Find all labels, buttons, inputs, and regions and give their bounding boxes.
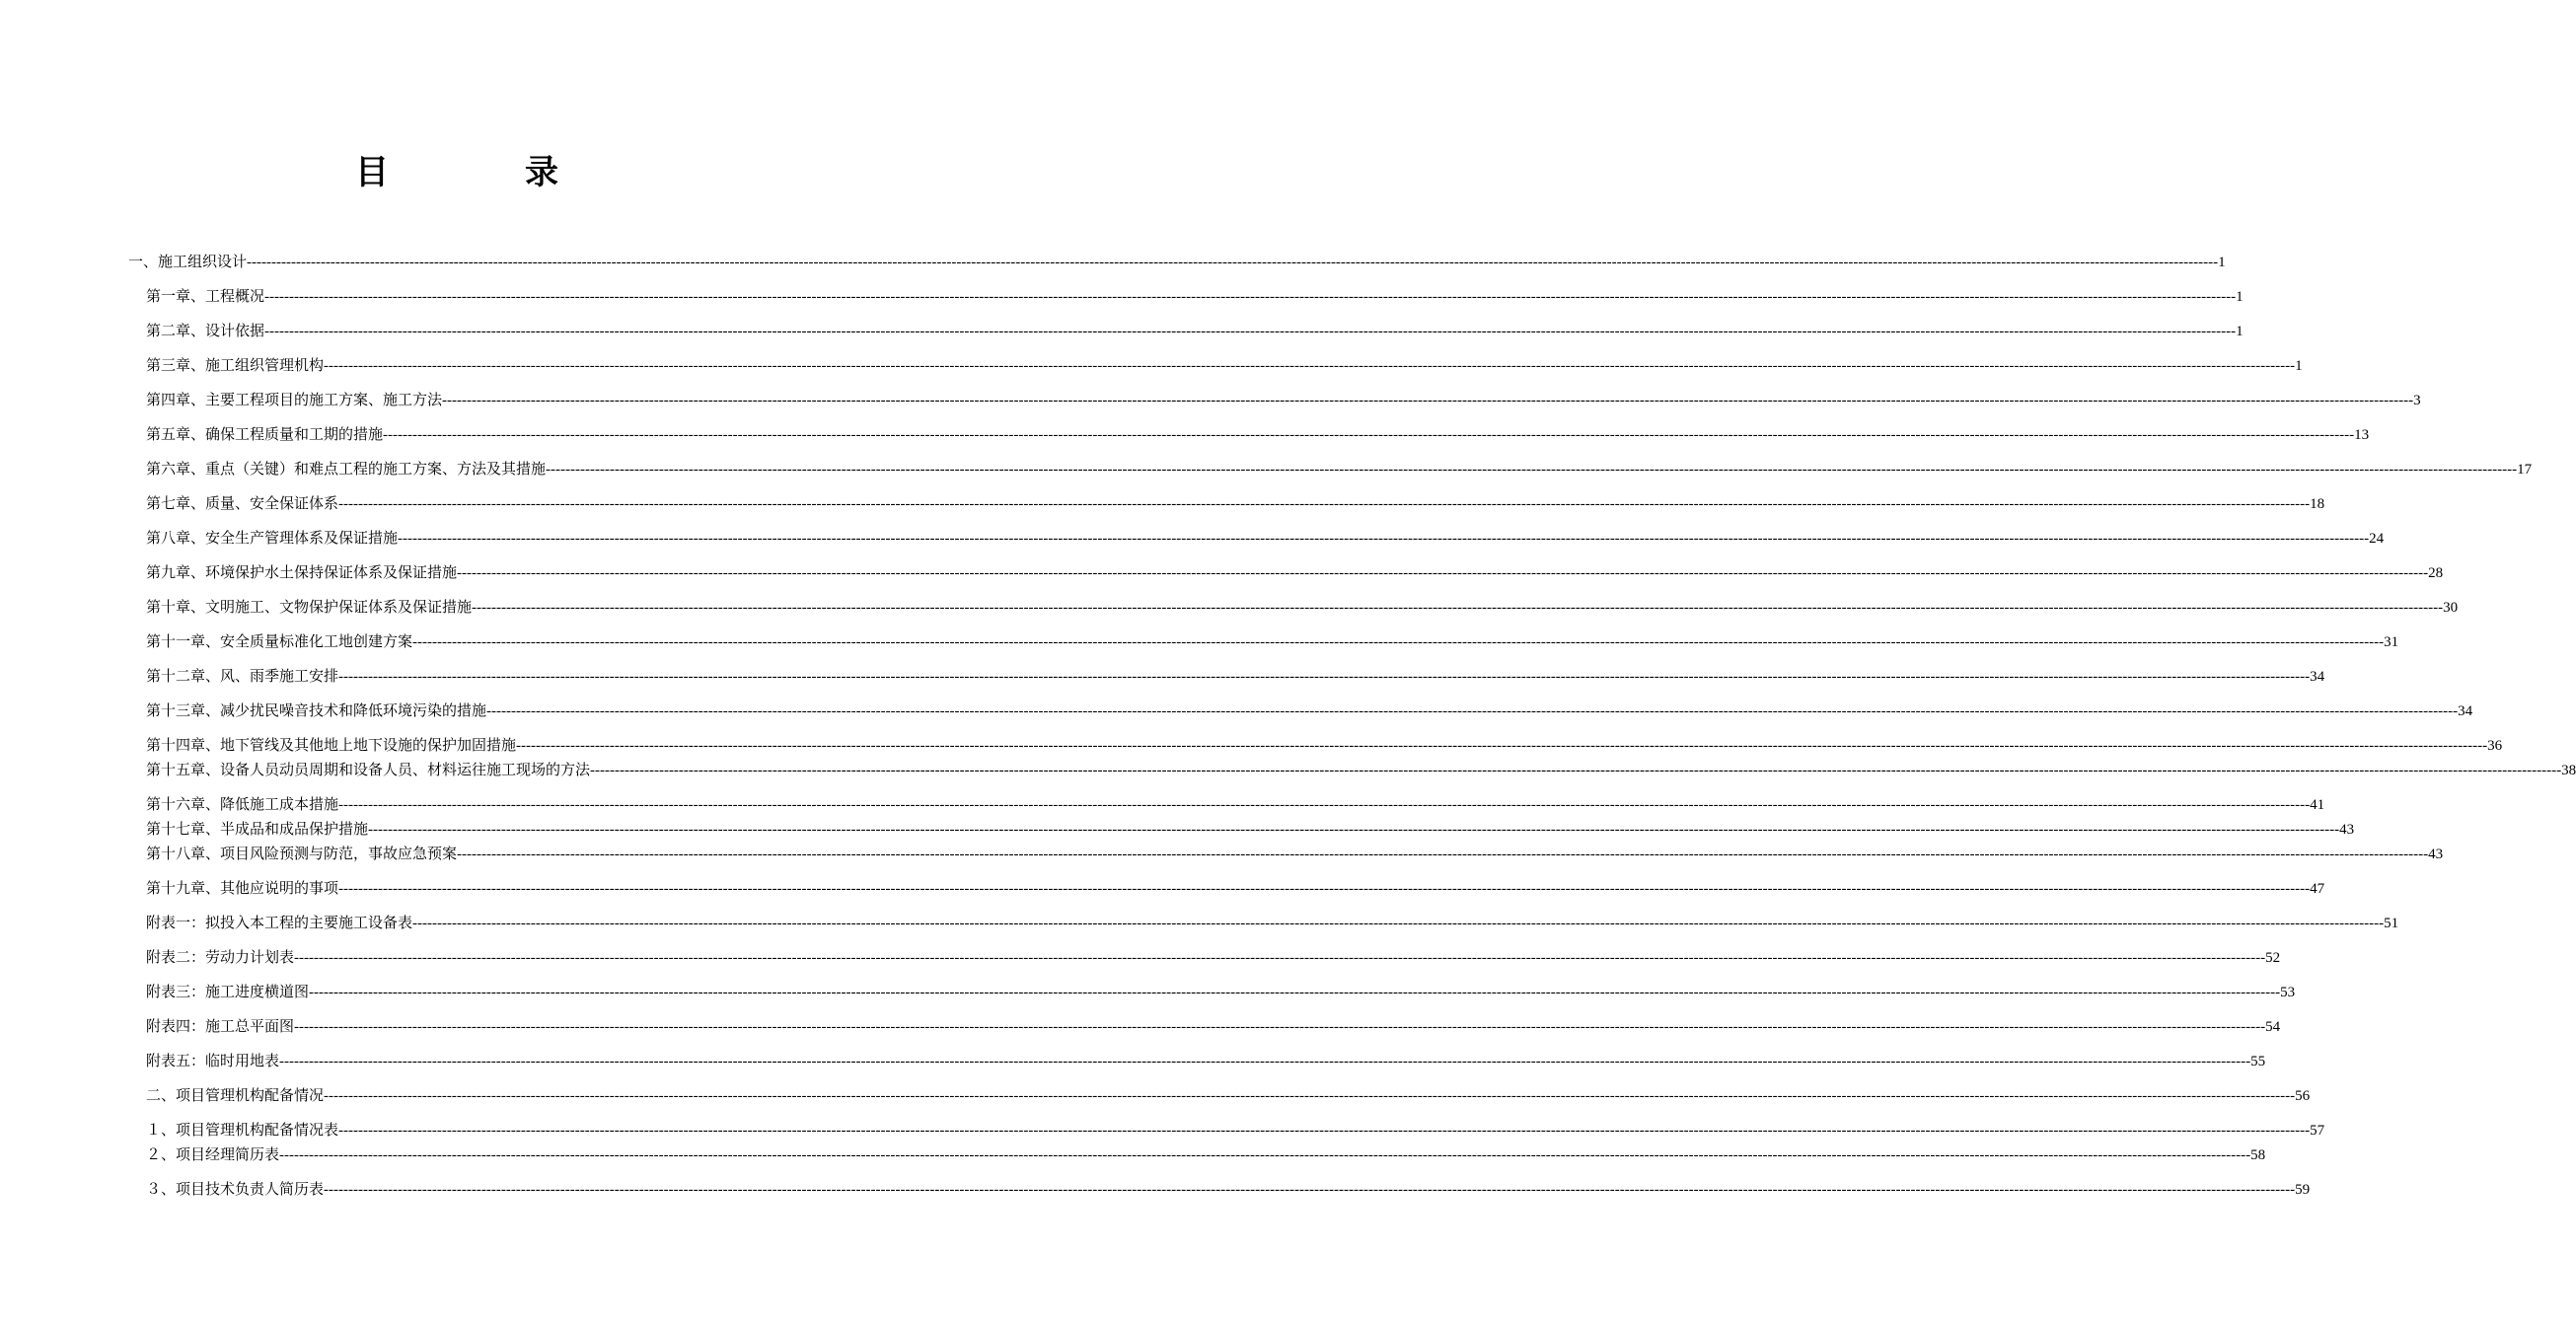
toc-entry-label: 第七章、质量、安全保证体系	[146, 494, 339, 512]
toc-leader-dashes: ----------------------------------------------------------------------------------------------------------------------------------------------------------------------------------------------------------------------------------------------------------------------------------------------------------------------------------------------------------------------------------------------------------------	[338, 1123, 2311, 1139]
toc-leader-dashes: ----------------------------------------------------------------------------------------------------------------------------------------------------------------------------------------------------------------------------------------------------------------------------------------------------------------------------------------------------------------------------------------------------------------	[324, 1088, 2296, 1104]
toc-leader-dashes: ----------------------------------------------------------------------------------------------------------------------------------------------------------------------------------------------------------------------------------------------------------------------------------------------------------------------------------------------------------------------------------------------------------------	[442, 393, 2414, 408]
toc-entry[interactable]	[146, 1179, 2311, 1199]
toc-leader-dashes: ----------------------------------------------------------------------------------------------------------------------------------------------------------------------------------------------------------------------------------------------------------------------------------------------------------------------------------------------------------------------------------------------------------------	[338, 669, 2311, 685]
toc-leader-dashes: ----------------------------------------------------------------------------------------------------------------------------------------------------------------------------------------------------------------------------------------------------------------------------------------------------------------------------------------------------------------------------------------------------------------	[264, 289, 2237, 305]
toc-entry-label: 第五章、确保工程质量和工期的措施	[146, 425, 384, 443]
toc-entry-page-number: 1	[2236, 324, 2244, 339]
toc-entry[interactable]	[146, 1016, 2281, 1036]
toc-entry[interactable]	[146, 424, 2370, 444]
toc-entry-page-number: 31	[2384, 634, 2399, 650]
toc-entry-label: 第十章、文明施工、文物保护保证体系及保证措施	[146, 598, 473, 616]
toc-entry-page-number: 34	[2458, 703, 2473, 719]
toc-entry-page-number: 43	[2428, 847, 2444, 862]
toc-entry-page-number: 36	[2487, 738, 2503, 754]
toc-entry[interactable]	[146, 562, 2444, 582]
toc-entry[interactable]	[146, 878, 2325, 898]
toc-entry-page-number: 1	[2236, 289, 2244, 305]
toc-entry-label: １、项目管理机构配备情况表	[146, 1121, 339, 1139]
toc-entry-label: 二、项目管理机构配备情况	[146, 1086, 325, 1104]
toc-leader-dashes: ----------------------------------------------------------------------------------------------------------------------------------------------------------------------------------------------------------------------------------------------------------------------------------------------------------------------------------------------------------------------------------------------------------------	[412, 634, 2385, 650]
toc-leader-dashes: ----------------------------------------------------------------------------------------------------------------------------------------------------------------------------------------------------------------------------------------------------------------------------------------------------------------------------------------------------------------------------------------------------------------	[294, 950, 2266, 966]
toc-leader-dashes: ----------------------------------------------------------------------------------------------------------------------------------------------------------------------------------------------------------------------------------------------------------------------------------------------------------------------------------------------------------------------------------------------------------------	[590, 763, 2562, 778]
toc-entry-page-number: 58	[2250, 1147, 2266, 1163]
toc-entry-page-number: 1	[2295, 358, 2303, 374]
toc-entry[interactable]	[146, 493, 2325, 513]
toc-entry-page-number: 18	[2310, 496, 2325, 512]
toc-leader-dashes: ----------------------------------------------------------------------------------------------------------------------------------------------------------------------------------------------------------------------------------------------------------------------------------------------------------------------------------------------------------------------------------------------------------------	[338, 496, 2311, 512]
toc-leader-dashes: ----------------------------------------------------------------------------------------------------------------------------------------------------------------------------------------------------------------------------------------------------------------------------------------------------------------------------------------------------------------------------------------------------------------	[383, 427, 2355, 443]
toc-entry[interactable]	[146, 1120, 2325, 1140]
toc-entry[interactable]	[146, 913, 2399, 932]
toc-entry-label: 第九章、环境保护水土保持保证体系及保证措施	[146, 563, 458, 581]
toc-leader-dashes: ----------------------------------------------------------------------------------------------------------------------------------------------------------------------------------------------------------------------------------------------------------------------------------------------------------------------------------------------------------------------------------------------------------------	[294, 1019, 2266, 1035]
toc-entry-page-number: 56	[2295, 1088, 2311, 1104]
toc-entry-label: 第八章、安全生产管理体系及保证措施	[146, 529, 399, 547]
toc-leader-dashes: ----------------------------------------------------------------------------------------------------------------------------------------------------------------------------------------------------------------------------------------------------------------------------------------------------------------------------------------------------------------------------------------------------------------	[309, 985, 2281, 1000]
toc-leader-dashes: ----------------------------------------------------------------------------------------------------------------------------------------------------------------------------------------------------------------------------------------------------------------------------------------------------------------------------------------------------------------------------------------------------------------	[412, 916, 2385, 931]
toc-leader-dashes: ----------------------------------------------------------------------------------------------------------------------------------------------------------------------------------------------------------------------------------------------------------------------------------------------------------------------------------------------------------------------------------------------------------------	[516, 738, 2488, 754]
toc-leader-dashes: ----------------------------------------------------------------------------------------------------------------------------------------------------------------------------------------------------------------------------------------------------------------------------------------------------------------------------------------------------------------------------------------------------------------	[546, 462, 2518, 478]
toc-entry-label: 第六章、重点（关键）和难点工程的施工方案、方法及其措施	[146, 460, 547, 478]
toc-entry-label: 第十九章、其他应说明的事项	[146, 879, 339, 897]
toc-entry[interactable]	[146, 760, 2576, 779]
toc-entry[interactable]	[146, 528, 2385, 548]
toc-entry[interactable]	[146, 631, 2399, 651]
toc-entry-page-number: 41	[2310, 797, 2325, 813]
toc-entry[interactable]	[128, 252, 2226, 271]
toc-entry-label: 第十七章、半成品和成品保护措施	[146, 820, 369, 838]
toc-entry-label: 第十二章、风、雨季施工安排	[146, 667, 339, 685]
toc-entry-label: 附表五：临时用地表	[146, 1052, 280, 1069]
toc-leader-dashes: ----------------------------------------------------------------------------------------------------------------------------------------------------------------------------------------------------------------------------------------------------------------------------------------------------------------------------------------------------------------------------------------------------------------	[247, 255, 2219, 270]
toc-leader-dashes: ----------------------------------------------------------------------------------------------------------------------------------------------------------------------------------------------------------------------------------------------------------------------------------------------------------------------------------------------------------------------------------------------------------------	[486, 703, 2459, 719]
toc-entry[interactable]	[146, 844, 2444, 863]
toc-entry[interactable]	[146, 390, 2421, 409]
toc-leader-dashes: ----------------------------------------------------------------------------------------------------------------------------------------------------------------------------------------------------------------------------------------------------------------------------------------------------------------------------------------------------------------------------------------------------------------	[324, 358, 2296, 374]
toc-entry-page-number: 59	[2295, 1182, 2311, 1198]
toc-leader-dashes: ----------------------------------------------------------------------------------------------------------------------------------------------------------------------------------------------------------------------------------------------------------------------------------------------------------------------------------------------------------------------------------------------------------------	[338, 797, 2311, 813]
toc-leader-dashes: ----------------------------------------------------------------------------------------------------------------------------------------------------------------------------------------------------------------------------------------------------------------------------------------------------------------------------------------------------------------------------------------------------------------	[398, 531, 2370, 547]
page-title: 目 录	[355, 153, 610, 192]
toc-entry-page-number: 30	[2443, 600, 2459, 616]
toc-leader-dashes: ----------------------------------------------------------------------------------------------------------------------------------------------------------------------------------------------------------------------------------------------------------------------------------------------------------------------------------------------------------------------------------------------------------------	[264, 324, 2237, 339]
toc-entry-label: 第四章、主要工程项目的施工方案、施工方法	[146, 391, 443, 408]
toc-entry-label: 附表一：拟投入本工程的主要施工设备表	[146, 914, 413, 931]
toc-leader-dashes: ----------------------------------------------------------------------------------------------------------------------------------------------------------------------------------------------------------------------------------------------------------------------------------------------------------------------------------------------------------------------------------------------------------------	[472, 600, 2444, 616]
toc-entry-page-number: 34	[2310, 669, 2325, 685]
toc-leader-dashes: ----------------------------------------------------------------------------------------------------------------------------------------------------------------------------------------------------------------------------------------------------------------------------------------------------------------------------------------------------------------------------------------------------------------	[338, 881, 2311, 897]
toc-entry-page-number: 51	[2384, 916, 2399, 931]
toc-entry-label: ３、项目技术负责人简历表	[146, 1180, 325, 1198]
toc-entry-page-number: 28	[2428, 565, 2444, 581]
toc-entry-page-number: 17	[2517, 462, 2533, 478]
toc-leader-dashes: ----------------------------------------------------------------------------------------------------------------------------------------------------------------------------------------------------------------------------------------------------------------------------------------------------------------------------------------------------------------------------------------------------------------	[279, 1054, 2251, 1069]
toc-entry-label: 第二章、设计依据	[146, 322, 265, 339]
toc-entry[interactable]	[146, 321, 2244, 340]
toc-entry[interactable]	[146, 1085, 2311, 1105]
toc-entry-label: 第十六章、降低施工成本措施	[146, 795, 339, 813]
toc-entry[interactable]	[146, 700, 2473, 720]
toc-entry-page-number: 3	[2413, 393, 2421, 408]
toc-entry-page-number: 53	[2280, 985, 2296, 1000]
toc-entry-label: 一、施工组织设计	[128, 253, 248, 270]
toc-entry[interactable]	[146, 1051, 2266, 1070]
toc-entry-page-number: 1	[2218, 255, 2226, 270]
toc-entry[interactable]	[146, 947, 2281, 967]
toc-entry-page-number: 52	[2265, 950, 2281, 966]
toc-entry-label: 附表四：施工总平面图	[146, 1017, 295, 1035]
toc-entry-label: 附表二：劳动力计划表	[146, 948, 295, 966]
toc-leader-dashes: ----------------------------------------------------------------------------------------------------------------------------------------------------------------------------------------------------------------------------------------------------------------------------------------------------------------------------------------------------------------------------------------------------------------	[279, 1147, 2251, 1163]
toc-entry[interactable]	[146, 1144, 2266, 1164]
toc-entry[interactable]	[146, 794, 2325, 814]
toc-entry-label: 附表三：施工进度横道图	[146, 983, 310, 1000]
toc-entry-page-number: 57	[2310, 1123, 2325, 1139]
toc-leader-dashes: ----------------------------------------------------------------------------------------------------------------------------------------------------------------------------------------------------------------------------------------------------------------------------------------------------------------------------------------------------------------------------------------------------------------	[457, 565, 2429, 581]
toc-entry[interactable]	[146, 459, 2533, 479]
toc-entry-label: 第十八章、项目风险预测与防范，事故应急预案	[146, 845, 458, 862]
toc-entry-page-number: 24	[2369, 531, 2385, 547]
toc-entry[interactable]	[146, 666, 2325, 686]
toc-entry-page-number: 55	[2250, 1054, 2266, 1069]
toc-leader-dashes: ----------------------------------------------------------------------------------------------------------------------------------------------------------------------------------------------------------------------------------------------------------------------------------------------------------------------------------------------------------------------------------------------------------------	[368, 822, 2340, 838]
toc-entry-page-number: 54	[2265, 1019, 2281, 1035]
toc-entry-label: 第十四章、地下管线及其他地上地下设施的保护加固措施	[146, 736, 517, 754]
toc-entry-label: 第三章、施工组织管理机构	[146, 356, 325, 374]
toc-entry-page-number: 43	[2339, 822, 2355, 838]
toc-entry[interactable]	[146, 355, 2303, 375]
toc-leader-dashes: ----------------------------------------------------------------------------------------------------------------------------------------------------------------------------------------------------------------------------------------------------------------------------------------------------------------------------------------------------------------------------------------------------------------	[457, 847, 2429, 862]
toc-entry-page-number: 13	[2354, 427, 2370, 443]
toc-entry-label: ２、项目经理简历表	[146, 1145, 280, 1163]
toc-entry[interactable]	[146, 597, 2459, 617]
toc-entry-page-number: 47	[2310, 881, 2325, 897]
toc-entry-label: 第十一章、安全质量标准化工地创建方案	[146, 632, 413, 650]
toc-entry-label: 第一章、工程概况	[146, 287, 265, 305]
toc-entry[interactable]	[146, 735, 2503, 755]
toc-entry[interactable]	[146, 286, 2244, 306]
toc-entry[interactable]	[146, 819, 2355, 839]
toc-entry-page-number: 38	[2561, 763, 2576, 778]
toc-entry-label: 第十三章、减少扰民噪音技术和降低环境污染的措施	[146, 701, 487, 719]
toc-entry[interactable]	[146, 982, 2296, 1001]
toc-leader-dashes: ----------------------------------------------------------------------------------------------------------------------------------------------------------------------------------------------------------------------------------------------------------------------------------------------------------------------------------------------------------------------------------------------------------------	[324, 1182, 2296, 1198]
toc-entry-label: 第十五章、设备人员动员周期和设备人员、材料运往施工现场的方法	[146, 761, 591, 778]
